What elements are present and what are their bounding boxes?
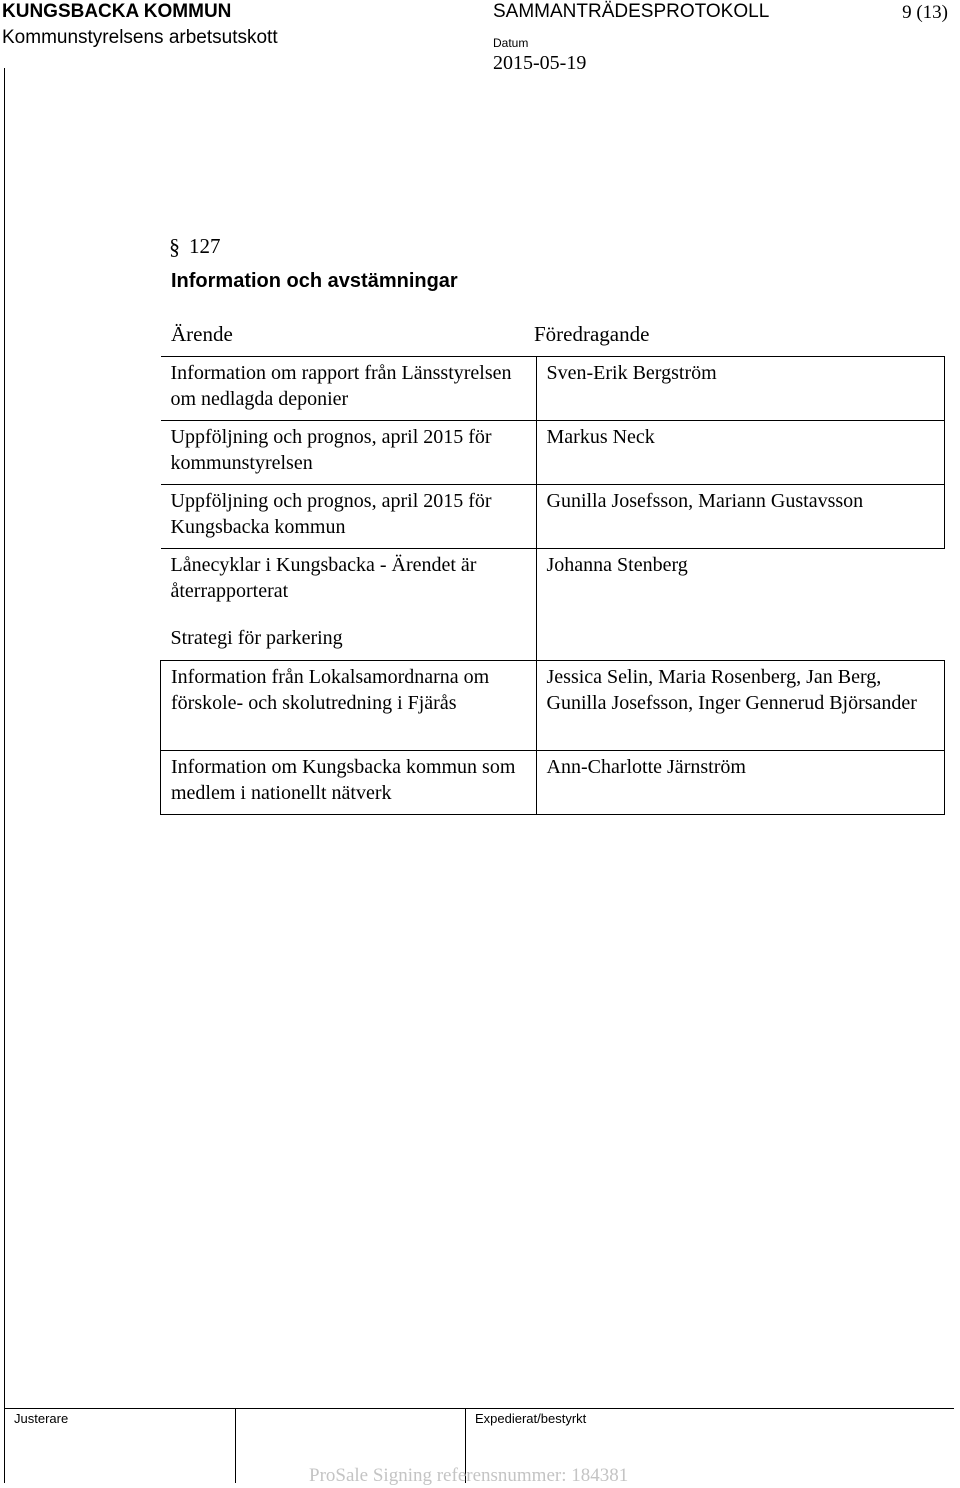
board-name: Kommunstyrelsens arbetsutskott bbox=[2, 27, 278, 48]
column-header-matter: Ärende bbox=[171, 322, 233, 346]
page-number: 9 (13) bbox=[902, 2, 948, 23]
table-row bbox=[161, 751, 945, 815]
table-row bbox=[161, 549, 945, 623]
presenter-cell: Sven-Erik Bergström bbox=[536, 357, 945, 421]
table-row bbox=[161, 661, 945, 751]
table-row bbox=[161, 357, 945, 421]
matter-cell: Information om Kungsbacka kommun som medlem i nationellt nätverk bbox=[161, 751, 537, 815]
dispatched-label: Expedierat/bestyrkt bbox=[475, 1411, 587, 1426]
footer-rule bbox=[4, 1408, 954, 1409]
matter-cell: Uppföljning och prognos, april 2015 för Kungsbacka kommun bbox=[161, 485, 537, 549]
section-symbol: § bbox=[169, 234, 180, 259]
organization-name: KUNGSBACKA KOMMUN bbox=[2, 1, 232, 22]
adjuster-label: Justerare bbox=[14, 1411, 69, 1426]
matter-cell: Strategi för parkering bbox=[161, 622, 537, 661]
presenter-cell: Ann-Charlotte Järnström bbox=[536, 751, 945, 815]
presenter-cell: Jessica Selin, Maria Rosenberg, Jan Berg, Gunilla Josefsson, Inger Gennerud Björsander bbox=[536, 661, 945, 751]
section-number: 127 bbox=[189, 234, 221, 258]
matter-cell: Information om rapport från Länsstyrelsen om nedlagda deponier bbox=[161, 357, 537, 421]
table-row bbox=[161, 421, 945, 485]
date-label: Datum bbox=[493, 36, 529, 50]
matter-cell: Uppföljning och prognos, april 2015 för kommunstyrelsen bbox=[161, 421, 537, 485]
signing-watermark: ProSale Signing referensnummer: 184381 bbox=[309, 1465, 629, 1486]
matter-cell: Lånecyklar i Kungsbacka - Ärendet är återrapporterat bbox=[161, 549, 537, 623]
column-header-presenter: Föredragande bbox=[534, 322, 650, 346]
document-type: SAMMANTRÄDESPROTOKOLL bbox=[493, 1, 770, 22]
matter-cell: Information från Lokalsamordnarna om förskole- och skolutredning i Fjärås bbox=[161, 661, 537, 751]
presenter-cell: Markus Neck bbox=[536, 421, 945, 485]
table-row bbox=[161, 622, 945, 661]
section-title: Information och avstämningar bbox=[171, 270, 458, 292]
presenter-cell bbox=[536, 622, 945, 661]
left-margin-rule bbox=[4, 68, 5, 1483]
presenter-cell: Gunilla Josefsson, Mariann Gustavsson bbox=[536, 485, 945, 549]
presenter-cell: Johanna Stenberg bbox=[536, 549, 945, 623]
footer-divider bbox=[235, 1408, 236, 1483]
date-value: 2015-05-19 bbox=[493, 52, 587, 74]
table-row bbox=[161, 485, 945, 549]
agenda-table bbox=[160, 356, 945, 815]
